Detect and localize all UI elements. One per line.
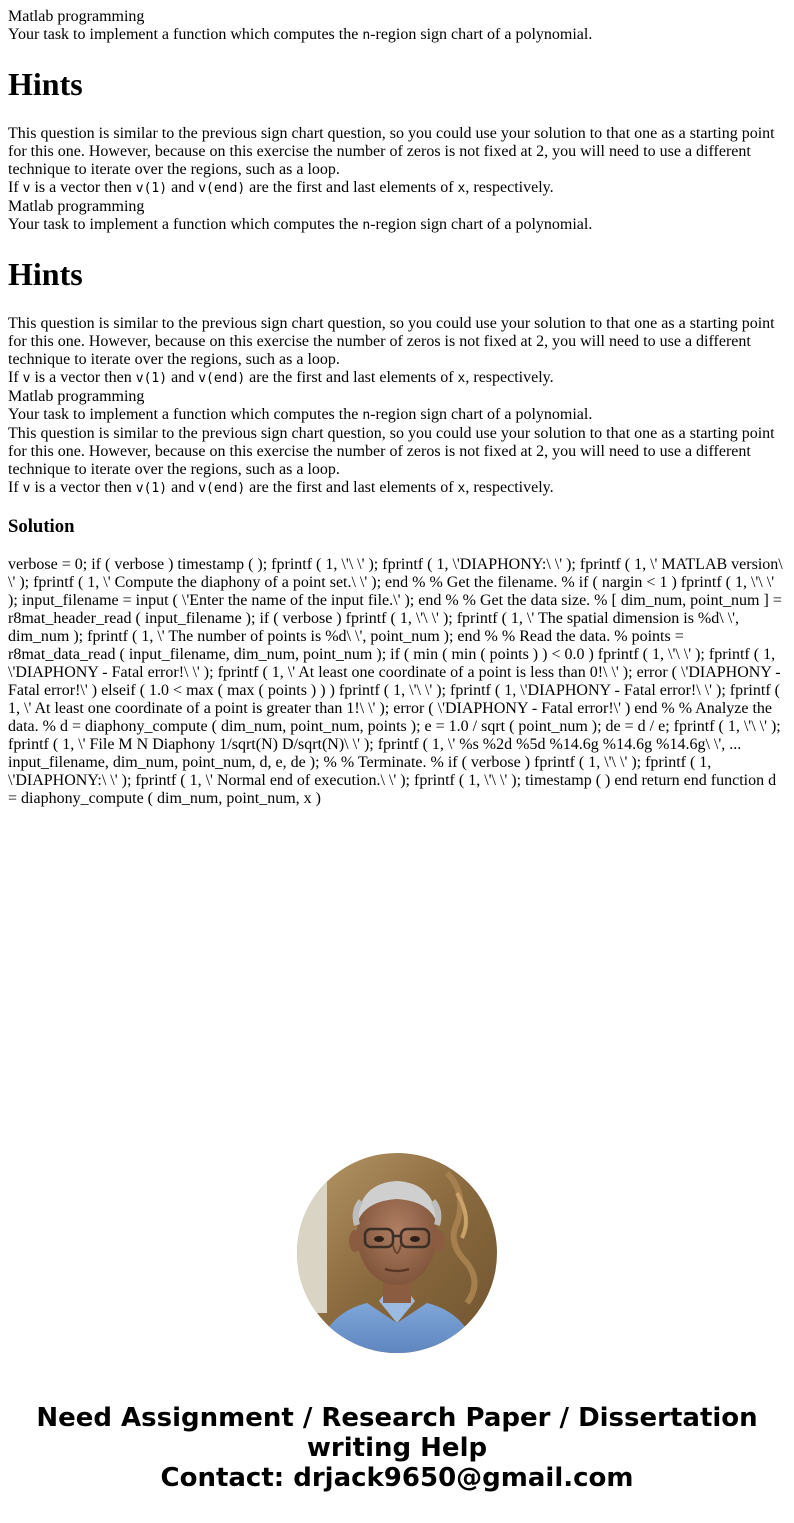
footer-line-2: writing Help	[306, 1433, 488, 1463]
inline-code: v(1)	[135, 181, 168, 196]
hint-text: , respectively.	[465, 369, 554, 386]
hint-text: and	[167, 479, 199, 496]
inline-code: x	[457, 481, 466, 496]
hint-text: is a vector then	[30, 179, 136, 196]
hint-vector	[8, 369, 784, 388]
hint-text: are the first and last elements of	[245, 179, 458, 196]
inline-code: v	[22, 481, 31, 496]
hint-paragraph: This question is similar to the previous sign chart question, so you could use your solution to that one as a starting point for this one. However, because on this exercise the number of zeros is not fixed at 2, you will need to use a different technique to iterate over the regions, such as a loop.	[8, 425, 775, 478]
hint-text: If	[8, 479, 23, 496]
portrait-photo	[297, 1153, 497, 1353]
footer-line-1: Need Assignment / Research Paper / Dissertation	[36, 1403, 758, 1433]
solution-code-text: verbose = 0; if ( verbose ) timestamp ( ); fprintf ( 1, \'\ \' ); fprintf ( 1, \'DIAPHONY:\ \' ); fprintf ( 1, \' MATLAB version\ \' ); fprintf ( 1, \' Compute the diaphony of a point set.\ \' ); end % % Get the filename. % if ( nargin < 1 ) fprintf ( 1, \'\ \' ); input_filename = input ( \'Enter the name of the input file.\' ); end % % Get the data size. % [ dim_num, point_num ] = r8mat_header_read ( input_filename ); if ( verbose ) fprintf ( 1, \'\ \' ); fprintf ( 1, \' The spatial dimension is %d\ \', dim_num ); fprintf ( 1, \' The number of points is %d\ \', point_num ); end % % Read the data. % points = r8mat_data_read ( input_filename, dim_num, point_num ); if ( min ( min ( points ) ) < 0.0 ) fprintf ( 1, \'\ \' ); fprintf ( 1, \'DIAPHONY - Fatal error!\ \' ); fprintf ( 1, \' At least one coordinate of a point is less than 0!\ \' ); error ( \'DIAPHONY - Fatal error!\' ) elseif ( 1.0 < max ( max ( points ) ) ) fprintf ( 1, \'\ \' ); fprintf ( 1, \'DIAPHONY - Fatal error!\ \' ); fprintf ( 1, \' At least one coordinate of a point is greater than 1!\ \' ); error ( \'DIAPHONY - Fatal error!\' ) end % % Analyze the data. % d = diaphony_compute ( dim_num, point_num, points ); e = 1.0 / sqrt ( point_num ); de = d / e; fprintf ( 1, \'\ \' ); fprintf ( 1, \' File M N Diaphony 1/sqrt(N) D/sqrt(N)\ \' ); fprintf ( 1, \' %s %2d %5d %14.6g %14.6g %14.6g\ \', ... input_filename, dim_num, point_num, d, e, de ); % % Terminate. % if ( verbose ) fprintf ( 1, \'\ \' ); fprintf ( 1, \'DIAPHONY:\ \' ); fprintf ( 1, \' Normal end of execution.\ \' ); fprintf ( 1, \'\ \' ); timestamp ( ) end return end function d = diaphony_compute ( dim_num, point_num, x )	[8, 556, 783, 807]
task-text: Your task to implement a function which computes the	[8, 216, 363, 233]
course-title: Matlab programming	[8, 388, 145, 405]
inline-code: v(end)	[198, 481, 246, 496]
hint-text: is a vector then	[30, 479, 136, 496]
hints-heading: Hints	[8, 66, 83, 102]
avatar	[297, 1153, 497, 1353]
task-text: -region sign chart of a polynomial.	[370, 406, 593, 423]
solution-heading: Solution	[8, 516, 75, 537]
hint-text: and	[167, 179, 199, 196]
hint-text: and	[167, 369, 199, 386]
hint-text: are the first and last elements of	[245, 479, 458, 496]
task-statement	[8, 26, 784, 45]
task-text: Your task to implement a function which computes the	[8, 26, 363, 43]
page-content	[8, 8, 784, 808]
inline-code: v(1)	[135, 481, 168, 496]
hints-heading: Hints	[8, 256, 83, 292]
footer-banner	[0, 1403, 794, 1493]
hint-text: If	[8, 369, 23, 386]
question-block-2	[8, 198, 784, 388]
inline-code: n	[362, 218, 371, 233]
solution-section	[8, 516, 784, 808]
hint-vector	[8, 179, 784, 198]
hint-vector	[8, 479, 784, 498]
inline-code: x	[457, 181, 466, 196]
hint-text: , respectively.	[465, 179, 554, 196]
inline-code: v(end)	[198, 181, 246, 196]
task-statement	[8, 406, 784, 425]
task-text: -region sign chart of a polynomial.	[370, 216, 593, 233]
task-text: Your task to implement a function which computes the	[8, 406, 363, 423]
inline-code: n	[362, 408, 371, 423]
hint-paragraph: This question is similar to the previous sign chart question, so you could use your solution to that one as a starting point for this one. However, because on this exercise the number of zeros is not fixed at 2, you will need to use a different technique to iterate over the regions, such as a loop.	[8, 315, 775, 368]
inline-code: v(end)	[198, 371, 246, 386]
course-title: Matlab programming	[8, 8, 145, 25]
hint-text: , respectively.	[465, 479, 554, 496]
footer-contact: Contact: drjack9650@gmail.com	[160, 1463, 634, 1493]
course-title: Matlab programming	[8, 198, 145, 215]
question-block-1	[8, 8, 784, 198]
hint-text: If	[8, 179, 23, 196]
inline-code: n	[362, 28, 371, 43]
task-text: -region sign chart of a polynomial.	[370, 26, 593, 43]
question-block-3	[8, 388, 784, 498]
hint-text: is a vector then	[30, 369, 136, 386]
inline-code: x	[457, 371, 466, 386]
inline-code: v(1)	[135, 371, 168, 386]
hint-text: are the first and last elements of	[245, 369, 458, 386]
inline-code: v	[22, 371, 31, 386]
hint-paragraph: This question is similar to the previous sign chart question, so you could use your solution to that one as a starting point for this one. However, because on this exercise the number of zeros is not fixed at 2, you will need to use a different technique to iterate over the regions, such as a loop.	[8, 125, 775, 178]
task-statement	[8, 216, 784, 235]
inline-code: v	[22, 181, 31, 196]
